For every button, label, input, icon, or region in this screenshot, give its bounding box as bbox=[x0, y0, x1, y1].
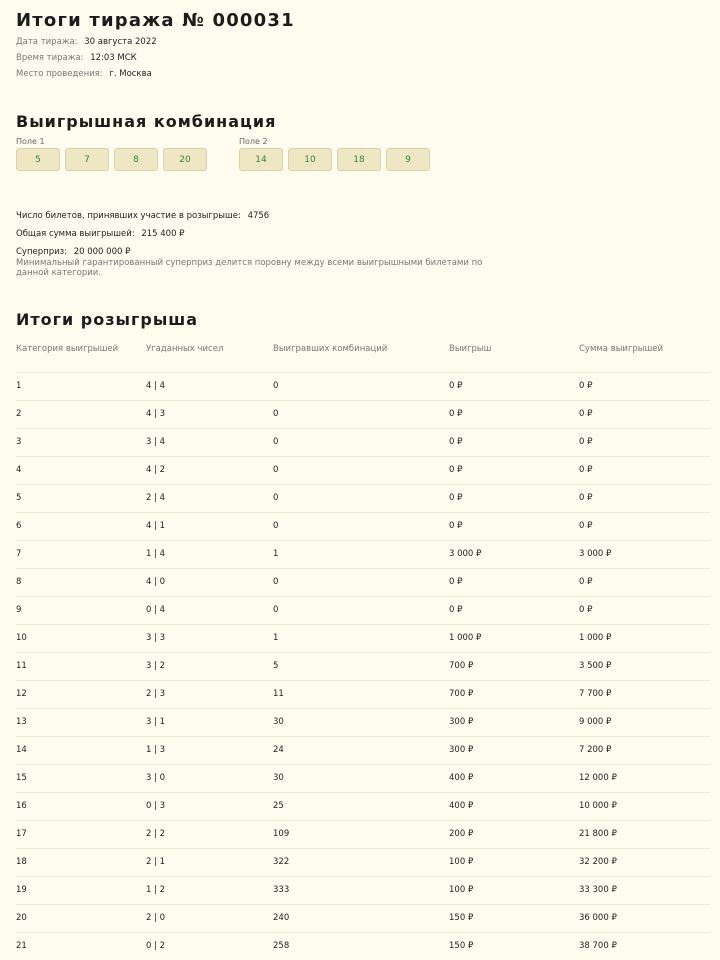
cell-total: 0 ₽ bbox=[579, 484, 710, 512]
table-row bbox=[16, 512, 710, 540]
tickets-count-value: 4756 bbox=[247, 211, 270, 221]
header-matched: Угаданных чисел bbox=[146, 344, 224, 354]
cell-prize: 0 ₽ bbox=[449, 568, 579, 596]
cell-winning-combos: 0 bbox=[273, 484, 449, 512]
page-title: Итоги тиража № 000031 bbox=[16, 10, 295, 31]
cell-prize: 700 ₽ bbox=[449, 680, 579, 708]
cell-winning-combos: 240 bbox=[273, 904, 449, 932]
cell-matched: 3 | 3 bbox=[146, 624, 273, 652]
cell-total: 7 700 ₽ bbox=[579, 680, 710, 708]
cell-winning-combos: 0 bbox=[273, 400, 449, 428]
cell-category: 18 bbox=[16, 848, 146, 876]
winning-combination-title: Выигрышная комбинация bbox=[16, 112, 277, 131]
field-2-ball: 18 bbox=[337, 148, 381, 171]
cell-total: 0 ₽ bbox=[579, 512, 710, 540]
header-category: Категория выигрышей bbox=[16, 344, 119, 354]
cell-prize: 300 ₽ bbox=[449, 736, 579, 764]
cell-category: 11 bbox=[16, 652, 146, 680]
cell-total: 10 000 ₽ bbox=[579, 792, 710, 820]
cell-total: 0 ₽ bbox=[579, 372, 710, 400]
table-row bbox=[16, 624, 710, 652]
cell-total: 9 000 ₽ bbox=[579, 708, 710, 736]
superprize-value: 20 000 000 ₽ bbox=[73, 247, 131, 257]
cell-prize: 400 ₽ bbox=[449, 764, 579, 792]
cell-prize: 0 ₽ bbox=[449, 596, 579, 624]
cell-matched: 4 | 0 bbox=[146, 568, 273, 596]
cell-prize: 150 ₽ bbox=[449, 904, 579, 932]
table-row bbox=[16, 820, 710, 848]
cell-matched: 0 | 2 bbox=[146, 932, 273, 960]
cell-prize: 3 000 ₽ bbox=[449, 540, 579, 568]
table-row bbox=[16, 876, 710, 904]
cell-winning-combos: 0 bbox=[273, 428, 449, 456]
cell-winning-combos: 0 bbox=[273, 372, 449, 400]
results-header-row bbox=[16, 342, 710, 372]
table-row bbox=[16, 400, 710, 428]
cell-winning-combos: 333 bbox=[273, 876, 449, 904]
cell-total: 12 000 ₽ bbox=[579, 764, 710, 792]
cell-matched: 1 | 4 bbox=[146, 540, 273, 568]
field-2-label: Поле 2 bbox=[239, 137, 268, 146]
table-row bbox=[16, 428, 710, 456]
cell-category: 3 bbox=[16, 428, 146, 456]
cell-prize: 700 ₽ bbox=[449, 652, 579, 680]
cell-matched: 2 | 0 bbox=[146, 904, 273, 932]
table-row bbox=[16, 848, 710, 876]
cell-winning-combos: 0 bbox=[273, 456, 449, 484]
cell-total: 7 200 ₽ bbox=[579, 736, 710, 764]
cell-category: 20 bbox=[16, 904, 146, 932]
cell-matched: 0 | 3 bbox=[146, 792, 273, 820]
cell-total: 33 300 ₽ bbox=[579, 876, 710, 904]
draw-date-label: Дата тиража: bbox=[16, 37, 78, 47]
cell-matched: 3 | 0 bbox=[146, 764, 273, 792]
cell-category: 17 bbox=[16, 820, 146, 848]
field-2-ball: 10 bbox=[288, 148, 332, 171]
field-1-balls bbox=[16, 148, 207, 171]
table-row bbox=[16, 736, 710, 764]
results-table bbox=[16, 342, 710, 960]
superprize-label: Суперприз: bbox=[16, 247, 68, 257]
table-row bbox=[16, 596, 710, 624]
cell-category: 16 bbox=[16, 792, 146, 820]
superprize-note: Минимальный гарантированный суперприз делится поровну между всеми выигрышными билетами по данной категории. bbox=[16, 258, 483, 278]
cell-category: 1 bbox=[16, 372, 146, 400]
results-body bbox=[16, 372, 710, 960]
total-winnings-value: 215 400 ₽ bbox=[141, 229, 185, 239]
cell-category: 21 bbox=[16, 932, 146, 960]
table-row bbox=[16, 932, 710, 960]
cell-total: 21 800 ₽ bbox=[579, 820, 710, 848]
header-winning-combos: Выигравших комбинаций bbox=[273, 344, 388, 354]
cell-prize: 400 ₽ bbox=[449, 792, 579, 820]
cell-matched: 2 | 3 bbox=[146, 680, 273, 708]
cell-winning-combos: 1 bbox=[273, 624, 449, 652]
cell-total: 1 000 ₽ bbox=[579, 624, 710, 652]
cell-winning-combos: 30 bbox=[273, 764, 449, 792]
cell-total: 0 ₽ bbox=[579, 400, 710, 428]
table-row bbox=[16, 904, 710, 932]
cell-category: 5 bbox=[16, 484, 146, 512]
cell-matched: 1 | 3 bbox=[146, 736, 273, 764]
cell-matched: 4 | 4 bbox=[146, 372, 273, 400]
cell-matched: 2 | 1 bbox=[146, 848, 273, 876]
header-total: Сумма выигрышей bbox=[579, 344, 664, 354]
draw-time bbox=[16, 50, 704, 66]
cell-category: 2 bbox=[16, 400, 146, 428]
field-1-ball: 20 bbox=[163, 148, 207, 171]
cell-winning-combos: 322 bbox=[273, 848, 449, 876]
table-row bbox=[16, 764, 710, 792]
field-2-balls bbox=[239, 148, 430, 171]
cell-winning-combos: 1 bbox=[273, 540, 449, 568]
field-1-ball: 5 bbox=[16, 148, 60, 171]
tickets-count bbox=[16, 209, 704, 227]
cell-winning-combos: 11 bbox=[273, 680, 449, 708]
table-row bbox=[16, 456, 710, 484]
cell-category: 13 bbox=[16, 708, 146, 736]
field-1-ball: 7 bbox=[65, 148, 109, 171]
cell-category: 19 bbox=[16, 876, 146, 904]
cell-matched: 3 | 2 bbox=[146, 652, 273, 680]
table-row bbox=[16, 792, 710, 820]
cell-total: 0 ₽ bbox=[579, 428, 710, 456]
tickets-count-label: Число билетов, принявших участие в розыгрыше: bbox=[16, 211, 241, 221]
cell-matched: 3 | 1 bbox=[146, 708, 273, 736]
draw-date bbox=[16, 34, 704, 50]
draw-place-value: г. Москва bbox=[109, 69, 152, 79]
field-2 bbox=[239, 136, 430, 171]
cell-prize: 150 ₽ bbox=[449, 932, 579, 960]
cell-matched: 3 | 4 bbox=[146, 428, 273, 456]
cell-prize: 0 ₽ bbox=[449, 484, 579, 512]
cell-total: 32 200 ₽ bbox=[579, 848, 710, 876]
cell-category: 15 bbox=[16, 764, 146, 792]
cell-winning-combos: 25 bbox=[273, 792, 449, 820]
cell-category: 9 bbox=[16, 596, 146, 624]
field-2-ball: 14 bbox=[239, 148, 283, 171]
draw-time-value: 12:03 МСК bbox=[90, 53, 137, 63]
cell-category: 12 bbox=[16, 680, 146, 708]
cell-winning-combos: 258 bbox=[273, 932, 449, 960]
table-row bbox=[16, 372, 710, 400]
results-title: Итоги розыгрыша bbox=[16, 310, 199, 329]
field-1-label: Поле 1 bbox=[16, 137, 45, 146]
cell-prize: 0 ₽ bbox=[449, 512, 579, 540]
winning-combination bbox=[16, 136, 704, 171]
table-row bbox=[16, 484, 710, 512]
cell-matched: 4 | 3 bbox=[146, 400, 273, 428]
field-1 bbox=[16, 136, 207, 171]
cell-total: 36 000 ₽ bbox=[579, 904, 710, 932]
field-1-ball: 8 bbox=[114, 148, 158, 171]
cell-prize: 0 ₽ bbox=[449, 456, 579, 484]
field-2-ball: 9 bbox=[386, 148, 430, 171]
draw-stats bbox=[16, 209, 704, 278]
table-row bbox=[16, 568, 710, 596]
cell-matched: 0 | 4 bbox=[146, 596, 273, 624]
cell-category: 6 bbox=[16, 512, 146, 540]
cell-matched: 1 | 2 bbox=[146, 876, 273, 904]
total-winnings-label: Общая сумма выигрышей: bbox=[16, 229, 135, 239]
cell-category: 10 bbox=[16, 624, 146, 652]
table-row bbox=[16, 540, 710, 568]
cell-matched: 4 | 2 bbox=[146, 456, 273, 484]
cell-matched: 4 | 1 bbox=[146, 512, 273, 540]
cell-category: 8 bbox=[16, 568, 146, 596]
cell-prize: 100 ₽ bbox=[449, 876, 579, 904]
cell-prize: 200 ₽ bbox=[449, 820, 579, 848]
total-winnings bbox=[16, 227, 704, 245]
cell-category: 4 bbox=[16, 456, 146, 484]
cell-winning-combos: 5 bbox=[273, 652, 449, 680]
table-row bbox=[16, 708, 710, 736]
cell-prize: 0 ₽ bbox=[449, 372, 579, 400]
cell-category: 14 bbox=[16, 736, 146, 764]
cell-prize: 0 ₽ bbox=[449, 400, 579, 428]
header-prize: Выигрыш bbox=[449, 344, 492, 354]
cell-prize: 100 ₽ bbox=[449, 848, 579, 876]
draw-place-label: Место проведения: bbox=[16, 69, 103, 79]
cell-winning-combos: 0 bbox=[273, 568, 449, 596]
cell-prize: 300 ₽ bbox=[449, 708, 579, 736]
cell-total: 0 ₽ bbox=[579, 456, 710, 484]
cell-winning-combos: 30 bbox=[273, 708, 449, 736]
draw-time-label: Время тиража: bbox=[16, 53, 84, 63]
cell-prize: 0 ₽ bbox=[449, 428, 579, 456]
cell-category: 7 bbox=[16, 540, 146, 568]
table-row bbox=[16, 652, 710, 680]
table-row bbox=[16, 680, 710, 708]
cell-matched: 2 | 4 bbox=[146, 484, 273, 512]
cell-total: 0 ₽ bbox=[579, 596, 710, 624]
cell-total: 0 ₽ bbox=[579, 568, 710, 596]
cell-winning-combos: 0 bbox=[273, 596, 449, 624]
cell-winning-combos: 0 bbox=[273, 512, 449, 540]
draw-date-value: 30 августа 2022 bbox=[84, 37, 157, 47]
cell-prize: 1 000 ₽ bbox=[449, 624, 579, 652]
cell-total: 3 500 ₽ bbox=[579, 652, 710, 680]
cell-matched: 2 | 2 bbox=[146, 820, 273, 848]
cell-total: 3 000 ₽ bbox=[579, 540, 710, 568]
cell-total: 38 700 ₽ bbox=[579, 932, 710, 960]
draw-place bbox=[16, 66, 704, 82]
cell-winning-combos: 24 bbox=[273, 736, 449, 764]
cell-winning-combos: 109 bbox=[273, 820, 449, 848]
